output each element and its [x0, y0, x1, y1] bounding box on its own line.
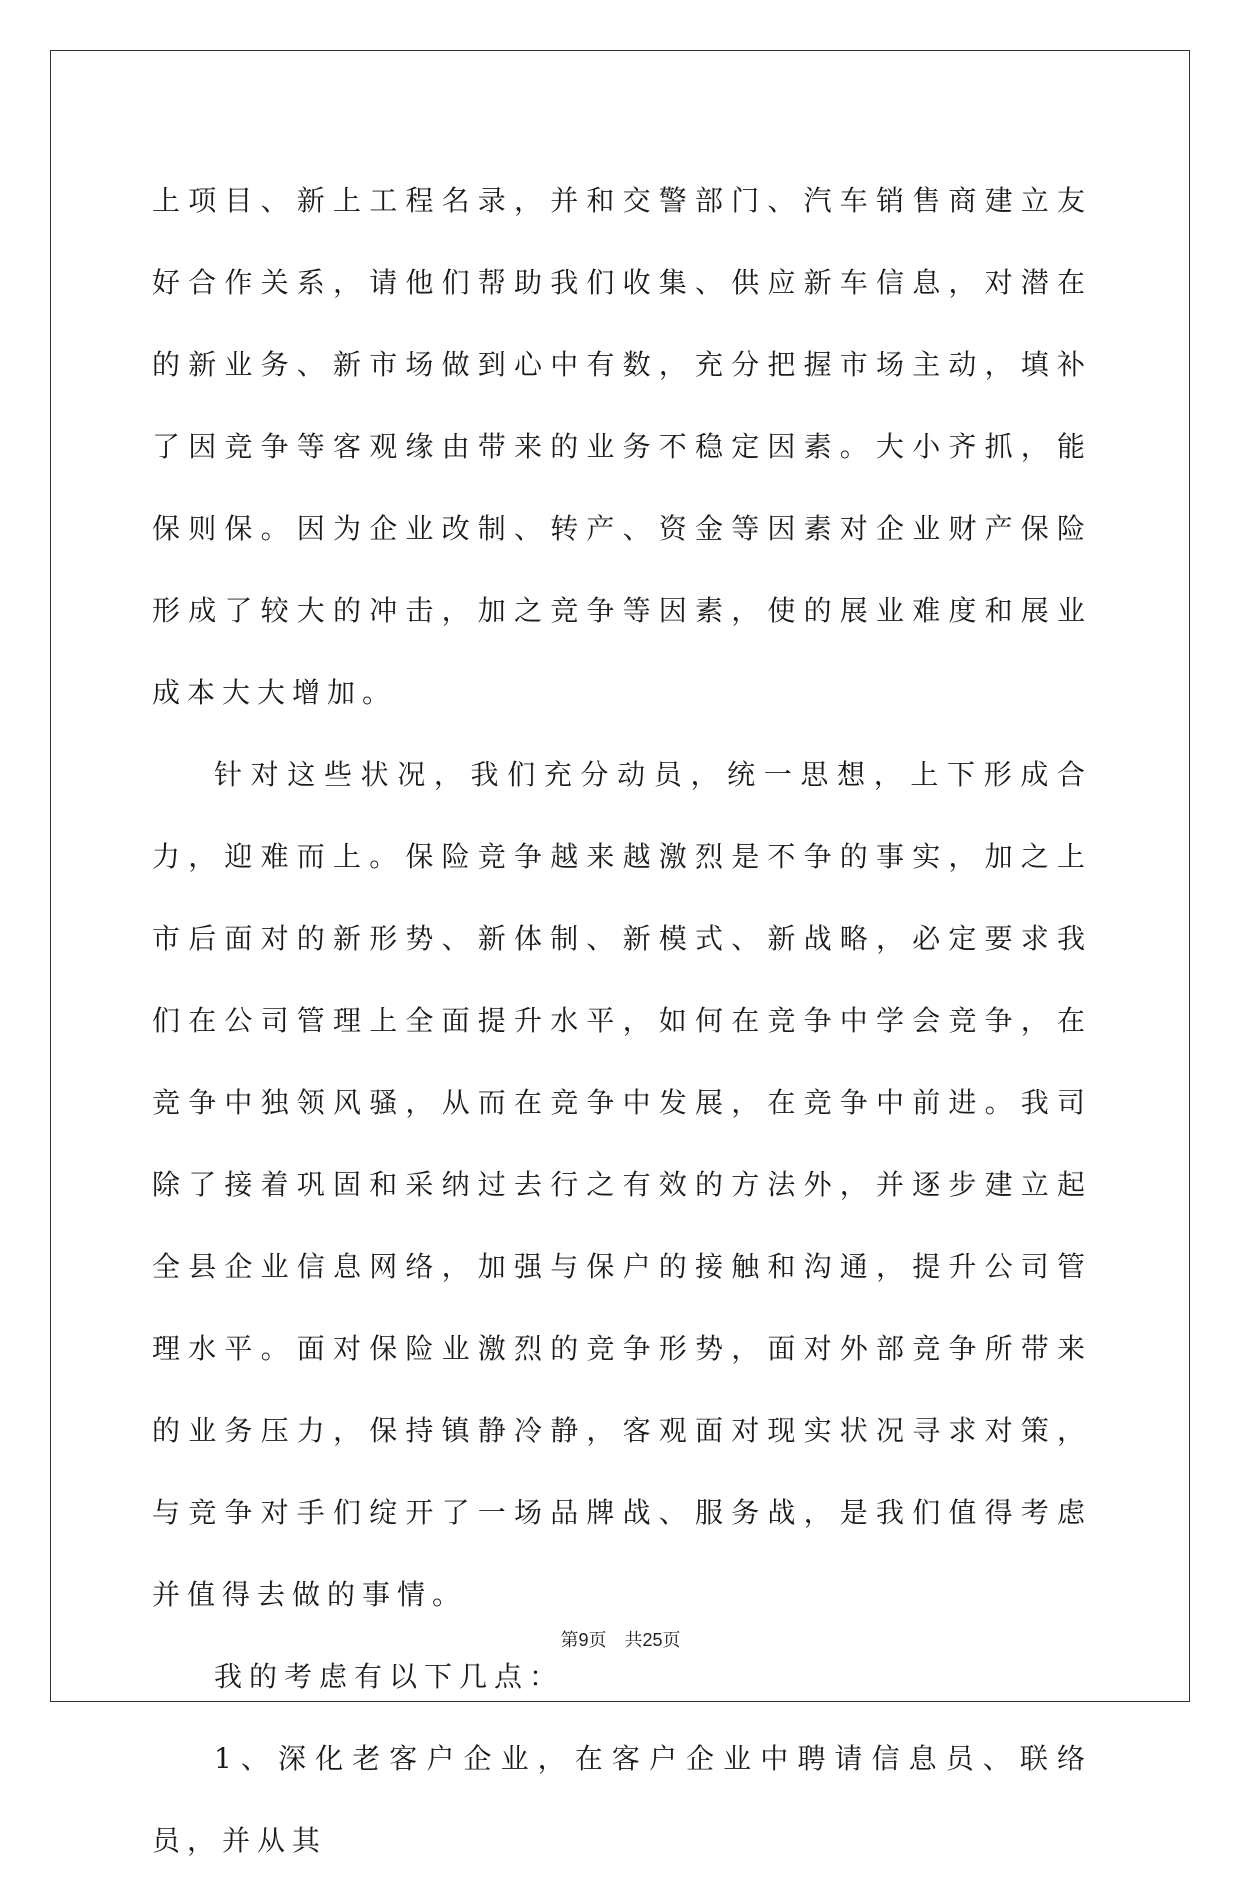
total-suffix: 页: [662, 1630, 681, 1651]
paragraph-considerations-intro: 我的考虑有以下几点：: [214, 1660, 565, 1693]
document-body: [152, 160, 1092, 1882]
paragraph-point-1: 1、深化老客户企业，在客户企业中聘请信息员、联络员，并从其: [152, 1742, 1092, 1857]
page-prefix: 第: [560, 1630, 579, 1651]
page-number: 9: [578, 1630, 589, 1650]
page-suffix: 页: [588, 1630, 607, 1651]
paragraph-competition: 针对这些状况，我们充分动员，统一思想，上下形成合力，迎难而上。保险竞争越来越激烈是不争的事实，加之上市后面对的新形势、新体制、新模式、新战略，必定要求我们在公司管理上全面提升水平，如何在竞争中学会竞争，在竞争中独领风骚，从而在竞争中发展，在竞争中前进。我司除了接着巩固和采纳过去行之有效的方法外，并逐步建立起全县企业信息网络，加强与保户的接触和沟通，提升公司管理水平。面对保险业激烈的竞争形势，面对外部竞争所带来的业务压力，保持镇静冷静，客观面对现实状况寻求对策，与竞争对手们绽开了一场品牌战、服务战，是我们值得考虑并值得去做的事情。: [152, 758, 1092, 1611]
paragraph-continuation: 上项目、新上工程名录，并和交警部门、汽车销售商建立友好合作关系，请他们帮助我们收集、供应新车信息，对潜在的新业务、新市场做到心中有数，充分把握市场主动，填补了因竞争等客观缘由带来的业务不稳定因素。大小齐抓，能保则保。因为企业改制、转产、资金等因素对企业财产保险形成了较大的冲击，加之竞争等因素，使的展业难度和展业成本大大增加。: [152, 184, 1092, 709]
total-prefix: 共: [624, 1630, 643, 1651]
total-pages: 25: [642, 1630, 663, 1650]
page-footer: [0, 1628, 1241, 1653]
